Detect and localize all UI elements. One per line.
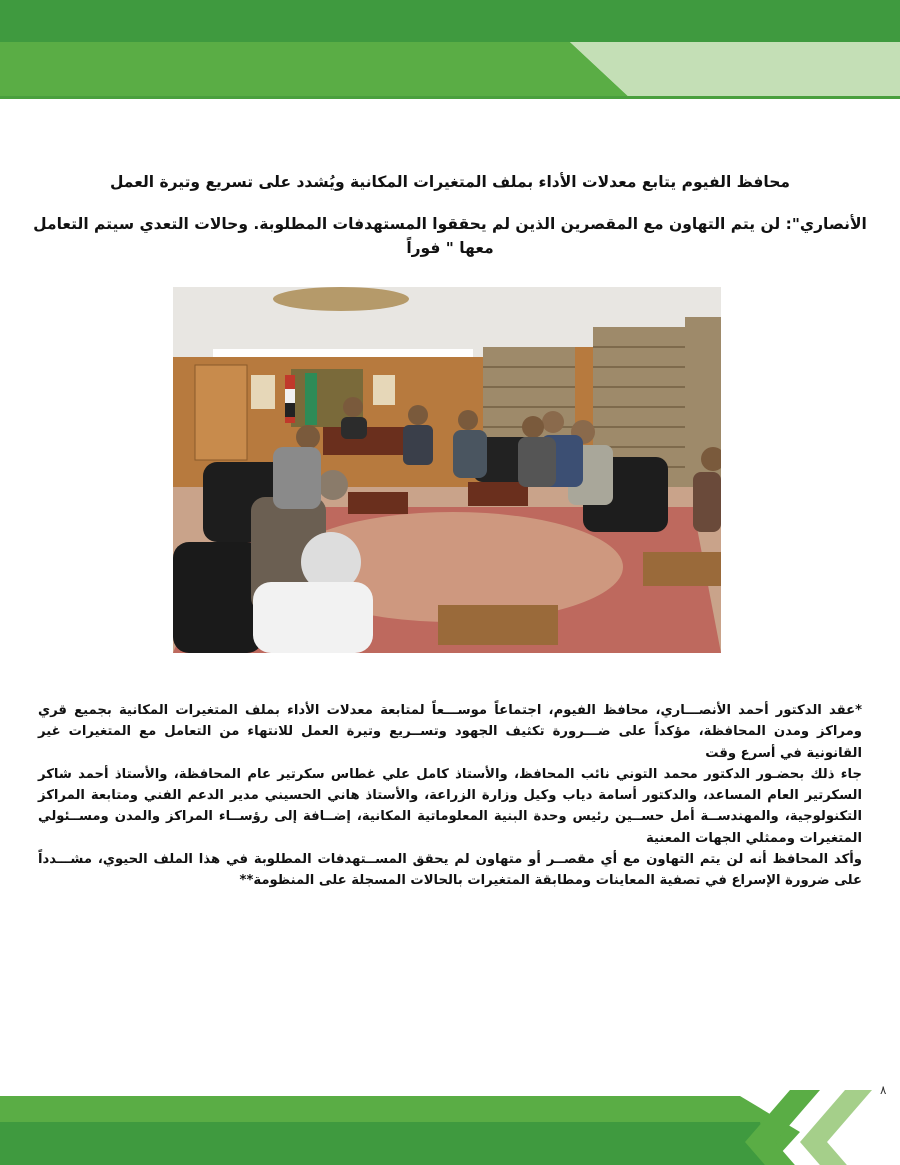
header-band [0,0,900,100]
article-subheadline: الأنصاري": لن يتم التهاون مع المقصرين الذين لم يحققوا المستهدفات المطلوبة. وحالات التعدي سيتم التعامل معها " فوراً [33,215,867,257]
article-headline: محافظ الفيوم يتابع معدلات الأداء بملف المتغيرات المكانية ويُشدد على تسريع وتيرة العمل [109,173,791,191]
article-paragraph: وأكد المحافظ أنه لن يتم التهاون مع أي مقصــر أو متهاون لم يحقق المســتهدفات المطلوبة في هذا الملف الحيوي، مشـــدداً على ضرورة الإسراع في تصفية المعاينات ومطابقة المتغيرات بالحالات المسجلة على المنظومة** [38,852,862,889]
footer-band [0,1082,900,1165]
page-number: ٨ [880,1083,887,1097]
article-body [38,700,862,892]
chevron-arrows-icon [745,1090,872,1165]
article-paragraph: *عقد الدكتور أحمد الأنصـــاري، محافظ الفيوم، اجتماعاً موســـعاً لمتابعة معدلات الأداء بملف المتغيرات المكانية بجميع قري ومراكز ومدن المحافظة، مؤكداً على ضـــرورة تكثيف الجهود وتســريع وتيرة العمل للانتهاء من التعامل مع المتغيرات غير القانونية في أسرع وقت [38,703,862,761]
meeting-room-photo [173,287,721,653]
article-paragraph: جاء ذلك بحضـور الدكتور محمد التوني نائب المحافظ، والأستاذ كامل علي غطاس سكرتير عام المحافظة، والأستاذ أحمد شاكر السكرتير العام المساعد، والدكتور أسامة دياب وكيل وزارة الزراعة، والأستاذ هاني الحسيني مدير الدعم الفني ومتابعة المراكز التكنولوجية، والمهندســة أمل حســين رئيس وحدة البنية المعلوماتية المكانية، إضــافة إلى رؤســاء المراكز والمدن ومســئولي المتغيرات وممثلي الجهات المعنية [38,766,862,846]
